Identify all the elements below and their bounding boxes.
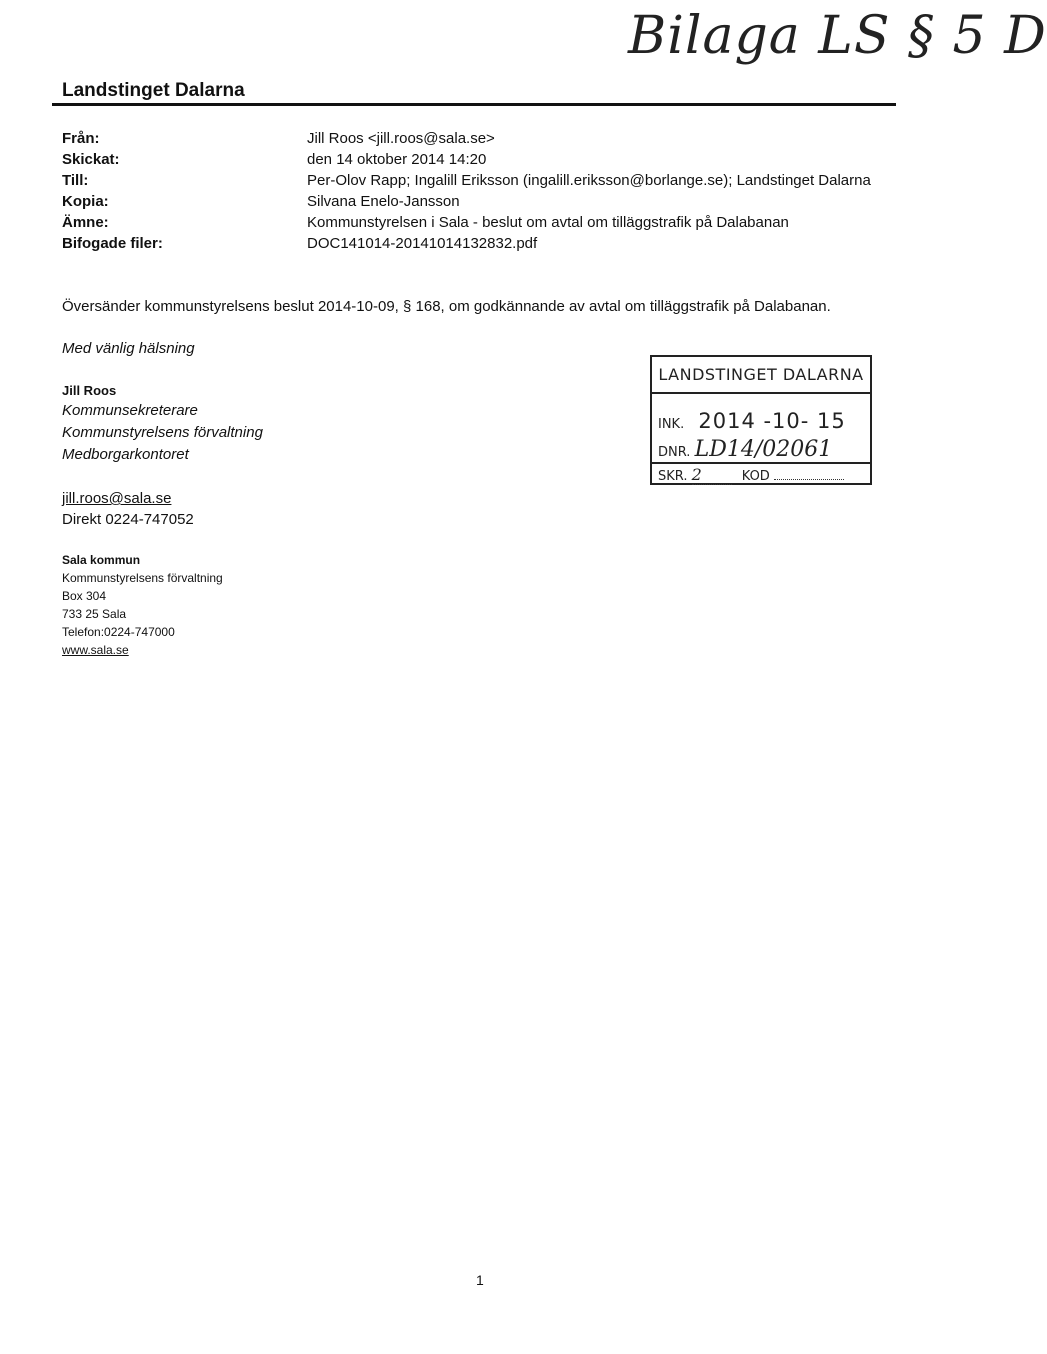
header-label-from: Från:	[62, 130, 100, 147]
message-body: Översänder kommunstyrelsens beslut 2014-10-09, § 168, om godkännande av avtal om tilläggstrafik på Dalabanan.	[62, 298, 831, 315]
footer-postal: 733 25 Sala	[62, 607, 127, 621]
footer-org: Sala kommun	[62, 553, 141, 567]
stamp-skr-row	[658, 465, 864, 485]
stamp-dnr-label: DNR.	[658, 445, 691, 460]
stamp-ink-row	[658, 409, 864, 433]
signature-name: Jill Roos	[62, 383, 117, 398]
header-value-to: Per-Olov Rapp; Ingalill Eriksson (ingalill.eriksson@borlange.se); Landstinget Dalarna	[307, 172, 871, 189]
header-label-to: Till:	[62, 172, 89, 189]
footer-box: Box 304	[62, 589, 107, 603]
stamp-skr-value: 2	[692, 465, 732, 485]
greeting: Med vänlig hälsning	[62, 340, 195, 357]
header-label-sent: Skickat:	[62, 151, 120, 168]
signature-department: Kommunstyrelsens förvaltning	[62, 424, 263, 441]
header-label-attachments: Bifogade filer:	[62, 235, 163, 252]
stamp-dnr-value: LD14/02061	[695, 437, 855, 463]
header-label-cc: Kopia:	[62, 193, 109, 210]
header-label-subject: Ämne:	[62, 214, 109, 231]
signature-direct-phone: Direkt 0224-747052	[62, 511, 194, 528]
header-divider	[52, 103, 896, 106]
stamp-kod-label: KOD	[741, 469, 770, 484]
header-value-sent: den 14 oktober 2014 14:20	[307, 151, 487, 168]
footer-phone: Telefon:0224-747000	[62, 625, 175, 639]
received-stamp	[650, 355, 872, 485]
stamp-ink-label: INK.	[658, 417, 685, 432]
header-value-subject: Kommunstyrelsen i Sala - beslut om avtal om tilläggstrafik på Dalabanan	[307, 214, 789, 231]
header-value-attachment[interactable]: DOC141014-20141014132832.pdf	[307, 235, 538, 252]
footer-web-link[interactable]: www.sala.se	[62, 643, 129, 657]
stamp-dnr-row	[658, 437, 864, 463]
signature-email-link[interactable]: jill.roos@sala.se	[62, 490, 172, 507]
page-number: 1	[476, 1272, 484, 1288]
footer-dept: Kommunstyrelsens förvaltning	[62, 571, 223, 585]
signature-title: Kommunsekreterare	[62, 402, 198, 419]
stamp-skr-label: SKR.	[658, 469, 688, 484]
header-value-cc: Silvana Enelo-Jansson	[307, 193, 460, 210]
stamp-title: LANDSTINGET DALARNA	[652, 365, 870, 394]
handwritten-annotation: Bilaga LS § 5 D	[628, 6, 1047, 66]
stamp-ink-date: 2014 -10- 15	[698, 409, 846, 433]
stamp-divider	[652, 462, 870, 464]
header-value-from: Jill Roos <jill.roos@sala.se>	[307, 130, 495, 147]
stamp-kod-blank	[774, 479, 844, 480]
org-heading: Landstinget Dalarna	[62, 80, 245, 101]
signature-office: Medborgarkontoret	[62, 446, 189, 463]
